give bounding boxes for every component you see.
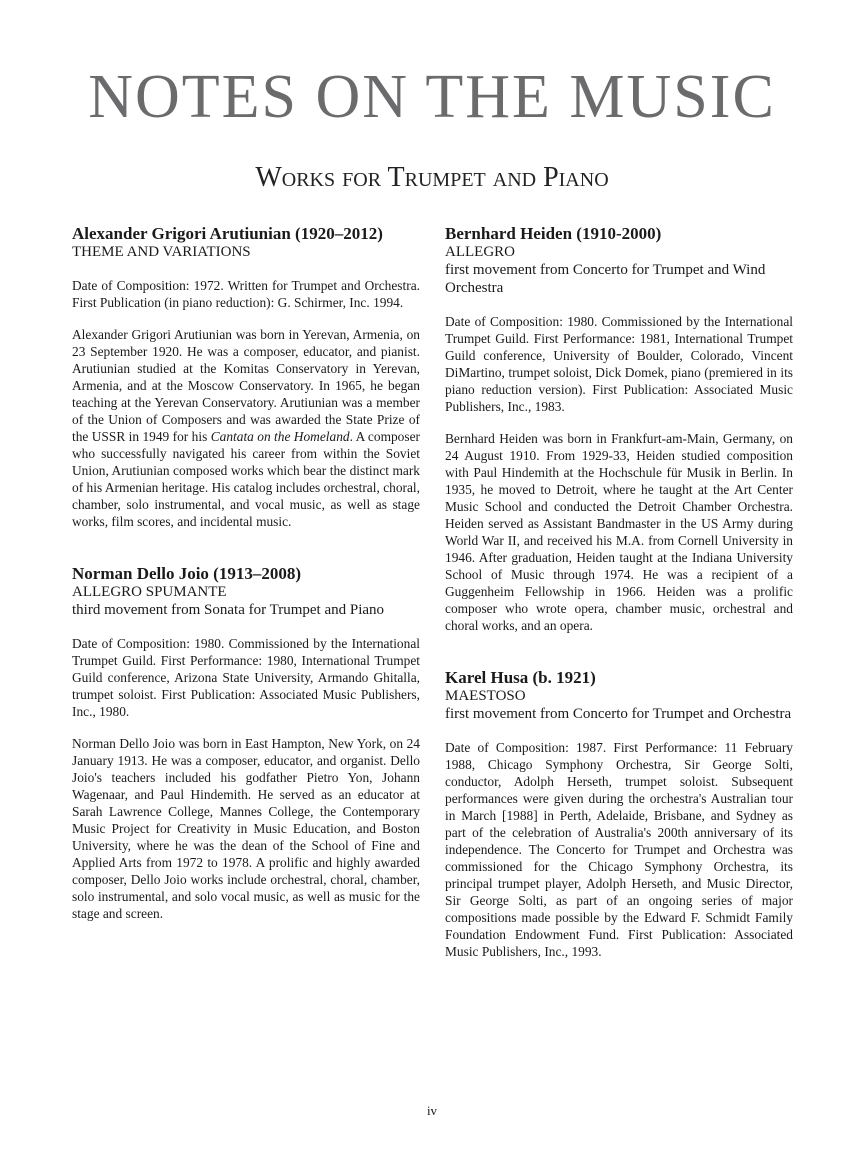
entry-husa xyxy=(445,668,793,960)
composer-name: Bernhard Heiden (1910-2000) xyxy=(445,224,662,243)
composer-name: Alexander Grigori Arutiunian (1920–2012) xyxy=(72,224,383,243)
work-reference: Cantata on the Homeland xyxy=(210,429,350,444)
composer-name: Norman Dello Joio (1913–2008) xyxy=(72,564,302,583)
page-number: iv xyxy=(426,1103,438,1118)
composer-biography: Bernhard Heiden was born in Frankfurt-am-Main, Germany, on 24 August 1910. From 1929-33, Heiden studied composition with Paul Hindemith at the Hochschule für Musik in Berlin. In 1935, he moved to Detroit, where he taught at the Art Center Music School and conducted the Detroit Chamber Orchestra. Heiden served as Assistant Bandmaster in the US Army during World War II, and received his M.A. from Cornell University in 1946. After graduation, Heiden taught at the Indiana University School of Music through 1974. He was a recipient of a Guggenheim Fellowship in 1966. Heiden was a prolific composer who wrote opera, chamber music, orchestral and choral works, and an opera. xyxy=(445,431,793,633)
bio-text: Alexander Grigori Arutiunian was born in Yerevan, Armenia, on 23 September 1920. He was a composer, educator, and pianist. Arutiunian studied at the Komitas Conservatory in Yerevan, Armenia, and at the Moscow Conservatory. In 1965, he began teaching at the Yerevan Conservatory. Arutiunian was a member of the Union of Composers and was awarded the State Prize of the USSR in 1949 for his xyxy=(72,327,420,444)
right-column xyxy=(445,224,793,984)
entry-heading xyxy=(445,668,793,723)
entry-heading xyxy=(72,224,420,261)
entry-heading xyxy=(72,564,420,619)
work-subtitle: third movement from Sonata for Trumpet and Piano xyxy=(72,602,385,618)
entry-dello-joio xyxy=(72,564,420,922)
composition-details: Date of Composition: 1980. Commissioned by the International Trumpet Guild. First Performance: 1980, International Trumpet Guild conference, Arizona State University, Armando Ghitalla, trumpet soloist. First Publication: Associated Music Publishers, Inc., 1980. xyxy=(72,636,420,719)
composition-details: Date of Composition: 1980. Commissioned by the International Trumpet Guild. First Performance: 1981, International Trumpet Guild conference, University of Boulder, Colorado, Vincent DiMartino, trumpet soloist, Dick Domek, piano (premiered in its piano reduction version). First Publication: Associated Music Publishers, Inc., 1983. xyxy=(445,314,793,414)
entry-heiden xyxy=(445,224,793,634)
work-title: MAESTOSO xyxy=(445,688,526,704)
composition-details: Date of Composition: 1972. Written for Trumpet and Orchestra. First Publication (in piano reduction): G. Schirmer, Inc. 1994. xyxy=(72,278,420,310)
work-subtitle: first movement from Concerto for Trumpet and Wind Orchestra xyxy=(445,262,766,296)
entry-arutiunian xyxy=(72,224,420,530)
section-title: Works for Trumpet and Piano xyxy=(255,162,609,193)
composition-details: Date of Composition: 1987. First Performance: 11 February 1988, Chicago Symphony Orchestra, Sir George Solti, conductor, Adolph Herseth, trumpet soloist. Subsequent performances were given during the orchestra's Australian tour in March [1988] in Perth, Adelaide, Brisbane, and Sydney as part of the celebration of Australia's 200th anniversary of its independence. The Concerto for Trumpet and Orchestra was commissioned for the Chicago Symphony Orchestra, its principal trumpet player, Adolph Herseth, and Music Director, Sir George Solti, as part of an ongoing series of major compositions made possible by the Edward F. Schmidt Family Foundation Endowment Fund. First Publication: Associated Music Publishers, Inc., 1993. xyxy=(445,740,793,959)
bio-text: . A composer who successfully navigated his career from within the Soviet Union, Arutiunian composed works which bear the distinct mark of his Armenian heritage. His catalog includes orchestral, choral, chamber, solo instrumental, and vocal music, as well as stage works, film scores, and incidental music. xyxy=(72,429,420,529)
work-title: ALLEGRO SPUMANTE xyxy=(72,584,227,600)
composer-biography: Norman Dello Joio was born in East Hampton, New York, on 24 January 1913. He was a composer, educator, and organist. Dello Joio's teachers included his godfather Pietro Yon, Johann Wagenaar, and Paul Hindemith. He served as an educator at Sarah Lawrence College, Mannes College, the Contemporary Music Project for Creativity in Music Education, and Boston University, where he was the dean of the School of Fine and Applied Arts from 1972 to 1978. A prolific and highly awarded composer, Dello Joio works include orchestral, choral, chamber, solo instrumental, and solo vocal music, as well as music for the stage and screen. xyxy=(72,736,420,921)
composer-name: Karel Husa (b. 1921) xyxy=(445,668,596,687)
page-title: NOTES ON THE MUSIC xyxy=(88,63,776,131)
work-title: THEME AND VARIATIONS xyxy=(72,244,251,260)
work-subtitle: first movement from Concerto for Trumpet and Orchestra xyxy=(445,706,792,722)
work-title: ALLEGRO xyxy=(445,244,515,260)
left-column xyxy=(72,224,420,946)
composer-biography xyxy=(72,326,420,530)
entry-heading xyxy=(445,224,793,297)
